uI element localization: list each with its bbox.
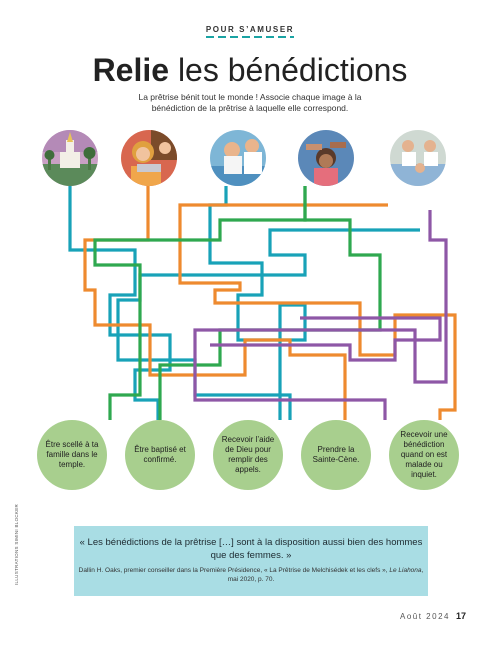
healing-blessing-picture[interactable] <box>390 130 446 186</box>
maze-line-teal <box>118 230 420 420</box>
intro-text: La prêtrise bénit tout le monde ! Associe chaque image à la bénédiction de la prêtrise à laquelle elle correspond. <box>138 92 362 113</box>
quote-box <box>74 526 428 596</box>
maze-line-teal <box>70 186 170 420</box>
baptism-picture[interactable] <box>210 130 266 186</box>
section-kicker: POUR S’AMUSER <box>205 25 295 34</box>
setting-apart-picture[interactable] <box>298 130 354 186</box>
blessing-sick-or-worried[interactable]: Recevoir une bénédiction quand on est malade ou inquiet. <box>389 420 459 490</box>
blessing-help-in-callings[interactable]: Recevoir l’aide de Dieu pour remplir des appels. <box>213 420 283 490</box>
illustration-credit: ILLUSTRATIONS SIMINI BLOCKER <box>14 503 19 585</box>
quote-citation: Dallin H. Oaks, premier conseiller dans la Première Présidence, « La Prêtrise de Melchisédek et les clefs », Le Liahona, mai 2020, p. 70. <box>78 567 424 583</box>
title-bold: Relie <box>92 52 170 88</box>
issue-date: Août 2024 <box>400 612 450 621</box>
blessing-sacrament[interactable]: Prendre la Sainte-Cène. <box>301 420 371 490</box>
title-rest: les bénédictions <box>169 52 408 88</box>
quote-text: « Les bénédictions de la prêtrise […] sont à la disposition aussi bien des hommes que des femmes. » <box>79 537 423 561</box>
temple-picture[interactable] <box>42 130 98 186</box>
sacrament-picture[interactable] <box>121 130 177 186</box>
blessing-sealed-in-temple[interactable]: Être scellé à ta famille dans le temple. <box>37 420 107 490</box>
blessing-baptized-confirmed[interactable]: Être baptisé et confirmé. <box>125 420 195 490</box>
page-footer <box>400 611 466 621</box>
page-number: 17 <box>455 611 466 621</box>
